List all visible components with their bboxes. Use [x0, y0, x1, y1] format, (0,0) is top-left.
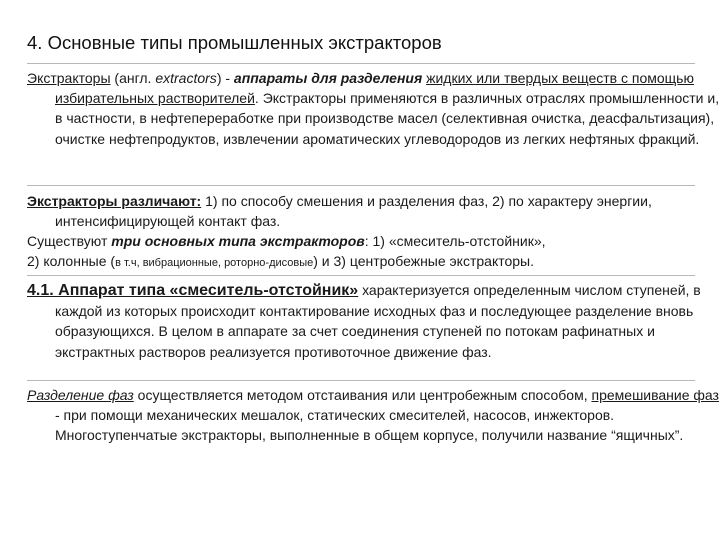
slide-title: 4. Основные типы промышленных экстракторов [27, 32, 442, 53]
divider [27, 275, 695, 276]
text-segment: - при помощи механических мешалок, статических смесителей, насосов, инжекторов. Многоступенчатые экстракторы, выполненные в общем корпусе, получили название “ящичных”. [55, 407, 684, 444]
text-segment: 1) по способу смешения и разделения фаз, 2) по характеру энергии, интенсифицирующей контакт фаз. [55, 193, 652, 230]
text-segment: 2) колонные ( [27, 253, 116, 269]
paragraph-three-types [27, 231, 720, 251]
text-segment: (англ. [110, 70, 156, 86]
three-types-emphasis: три основных типа экстракторов [111, 233, 365, 249]
paragraph-column-types [27, 251, 720, 273]
text-segment: ) и 3) центробежные экстракторы. [313, 253, 535, 269]
definition-underlined: жидких или твердых веществ с помощью избирательных растворителей [55, 70, 694, 107]
paragraph-extractors-definition [27, 68, 720, 149]
classification-lead: Экстракторы различают: [27, 193, 202, 209]
text-segment: ) - [216, 70, 234, 86]
paragraph-mixer-settler [27, 280, 720, 362]
text-segment: . Экстракторы применяются в различных отраслях промышленности и, в частности, в нефтепереработке при производстве масел (селективная очистка, деасфальтизация), очистке нефтепродуктов, извлечении ароматических углеводородов из легких нефтяных фракций. [55, 90, 720, 147]
english-term: extractors [155, 70, 217, 86]
term-phase-separation: Разделение фаз [27, 387, 134, 403]
text-segment: Существуют [27, 233, 112, 249]
text-segment: осуществляется методом отстаивания или центробежным способом, [133, 387, 592, 403]
section-heading-mixer-settler: 4.1. Аппарат типа «смеситель-отстойник» [27, 282, 359, 299]
definition-emphasis: аппараты для разделения [233, 70, 423, 86]
paragraph-classification [27, 191, 720, 231]
paragraph-phase-separation [27, 385, 720, 446]
text-segment: : 1) «смеситель-отстойник», [364, 233, 546, 249]
term-extractors: Экстракторы [27, 70, 111, 86]
divider [27, 185, 695, 186]
text-segment: характеризуется определенным числом ступеней, в каждой из которых происходит контактирование исходных фаз и последующее разделение вновь образующихся. В целом в аппарате за счет соединения ступеней по потокам рафинатных и экстрактных растворов реализуется противоточное движение фаз. [55, 282, 701, 360]
divider [27, 63, 695, 64]
divider [27, 380, 695, 381]
term-phase-mixing: премешивание фаз [591, 387, 719, 403]
column-subtypes: в т.ч, вибрационные, роторно-дисовые [115, 257, 314, 269]
